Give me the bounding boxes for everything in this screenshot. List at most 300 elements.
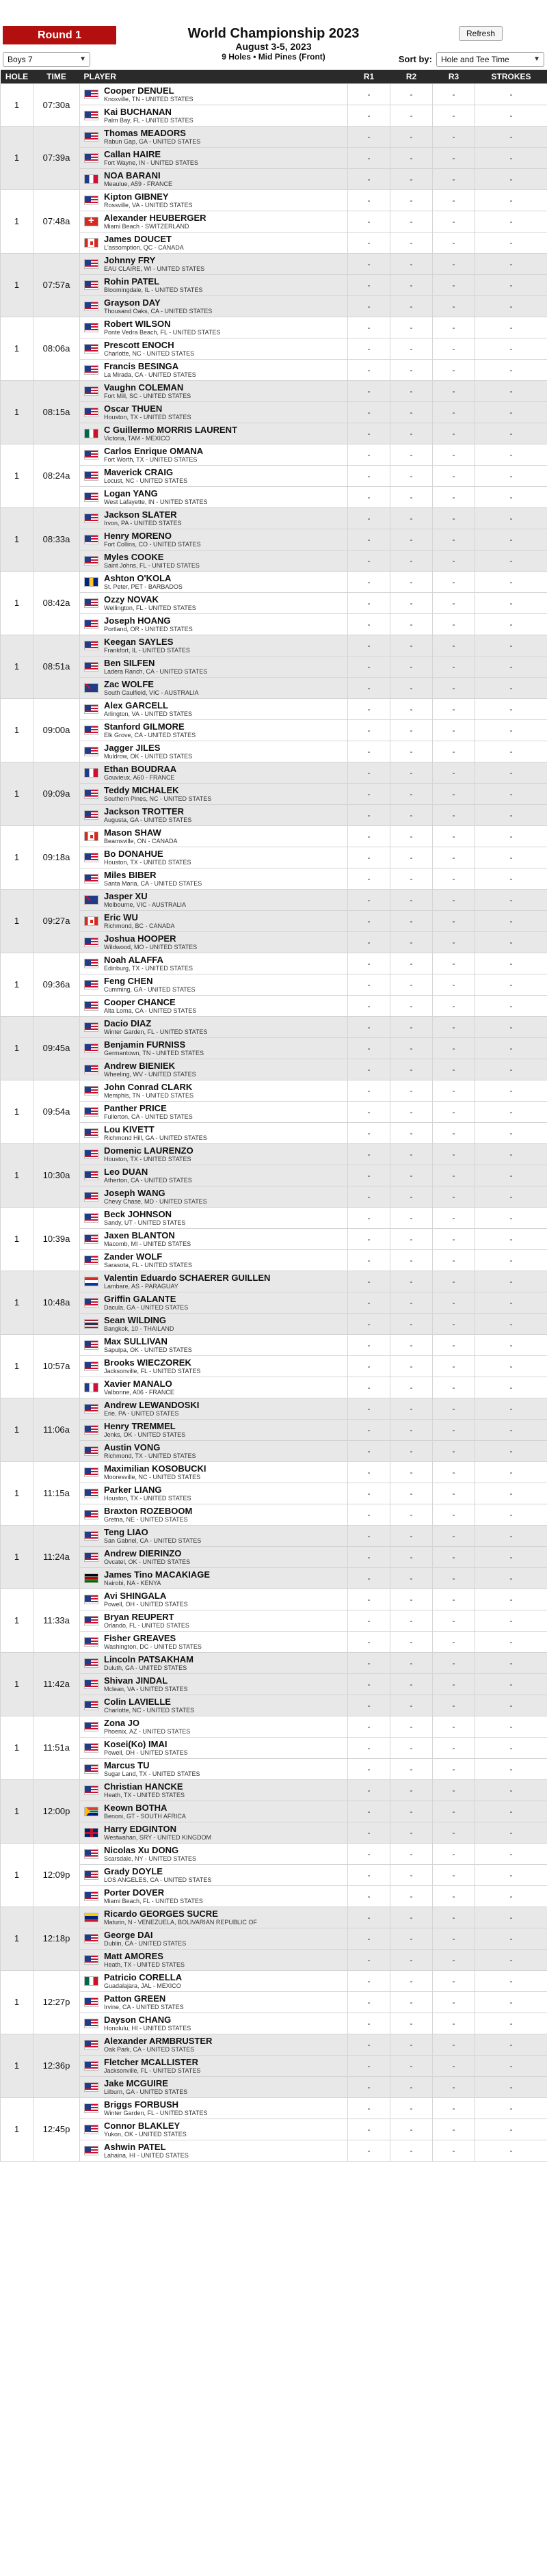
table-row xyxy=(1,1949,547,1970)
player-cell[interactable] xyxy=(80,423,348,444)
player-location: Heath, TX - UNITED STATES xyxy=(104,1961,185,1968)
player-cell[interactable] xyxy=(80,1228,348,1249)
player-name[interactable]: Carlos Enrique OMANA xyxy=(104,445,204,456)
player-cell[interactable] xyxy=(80,1652,348,1673)
player-cell[interactable] xyxy=(80,613,348,635)
column-header-r3[interactable]: R3 xyxy=(433,70,475,83)
player-cell[interactable] xyxy=(80,147,348,168)
player-name[interactable]: Logan YANG xyxy=(104,488,158,499)
player-cell[interactable] xyxy=(80,1334,348,1355)
player-info xyxy=(84,1781,345,1799)
player-cell[interactable] xyxy=(80,741,348,762)
player-name[interactable]: Joseph WANG xyxy=(104,1187,165,1198)
player-name[interactable]: Vaughn COLEMAN xyxy=(104,382,184,393)
player-cell[interactable] xyxy=(80,762,348,783)
player-location: Yukon, OK - UNITED STATES xyxy=(104,2130,187,2138)
player-cell[interactable] xyxy=(80,1313,348,1334)
flag-icon xyxy=(84,895,98,905)
score-r3: - xyxy=(433,741,475,762)
score-r1: - xyxy=(348,974,390,995)
player-cell[interactable] xyxy=(80,529,348,550)
player-text xyxy=(104,573,183,591)
player-cell[interactable] xyxy=(80,1801,348,1822)
player-info xyxy=(84,1018,345,1036)
player-cell[interactable] xyxy=(80,232,348,253)
player-cell[interactable] xyxy=(80,825,348,847)
player-name[interactable]: Eric WU xyxy=(104,912,138,922)
flag-icon xyxy=(84,598,98,608)
player-cell[interactable] xyxy=(80,401,348,423)
player-name[interactable]: Domenic LAURENZO xyxy=(104,1145,194,1156)
player-text xyxy=(104,467,187,485)
player-cell[interactable] xyxy=(80,380,348,401)
player-name[interactable]: Thomas MEADORS xyxy=(104,127,186,138)
player-cell[interactable] xyxy=(80,953,348,974)
player-name[interactable]: Andrew DIERINZO xyxy=(104,1548,182,1558)
score-r1: - xyxy=(348,295,390,317)
player-name[interactable]: Jake MCGUIRE xyxy=(104,2077,168,2088)
player-name[interactable]: Noah ALAFFA xyxy=(104,954,163,965)
player-cell[interactable] xyxy=(80,507,348,529)
player-cell[interactable] xyxy=(80,804,348,825)
player-cell[interactable] xyxy=(80,1165,348,1186)
division-select[interactable] xyxy=(3,52,90,67)
player-info xyxy=(84,1654,345,1672)
player-name[interactable]: Alexander ARMBRUSTER xyxy=(104,2035,213,2046)
flag-icon xyxy=(84,959,98,968)
score-r1: - xyxy=(348,550,390,571)
player-name[interactable]: Leo DUAN xyxy=(104,1166,148,1177)
score-r3: - xyxy=(433,762,475,783)
player-cell[interactable] xyxy=(80,571,348,592)
player-name[interactable]: Jackson SLATER xyxy=(104,509,177,520)
player-name[interactable]: Griffin GALANTE xyxy=(104,1293,176,1304)
player-name[interactable]: Cooper DENUEL xyxy=(104,85,174,96)
player-name[interactable]: Keegan SAYLES xyxy=(104,636,174,647)
flag-icon xyxy=(84,386,98,396)
player-name[interactable]: Colin LAVIELLE xyxy=(104,1696,171,1707)
player-name[interactable]: Jagger JILES xyxy=(104,742,161,753)
player-cell[interactable] xyxy=(80,1186,348,1207)
player-name[interactable]: Henry TREMMEL xyxy=(104,1420,176,1431)
score-r2: - xyxy=(390,2140,433,2161)
player-name[interactable]: Rohin PATEL xyxy=(104,276,160,287)
player-location: Gretna, NE - UNITED STATES xyxy=(104,1515,188,1523)
table-row xyxy=(1,2055,547,2076)
score-r2: - xyxy=(390,1546,433,1567)
score-strokes: - xyxy=(475,2055,547,2076)
player-text xyxy=(104,870,202,888)
flag-icon xyxy=(84,514,98,523)
score-strokes: - xyxy=(475,168,547,189)
score-r3: - xyxy=(433,189,475,211)
player-name[interactable]: Harry EDGINTON xyxy=(104,1823,176,1834)
player-name[interactable]: Zander WOLF xyxy=(104,1251,163,1262)
player-cell[interactable] xyxy=(80,677,348,698)
player-name[interactable]: C Guillermo MORRIS LAURENT xyxy=(104,424,238,435)
division-select-value: Boys 7 xyxy=(8,55,33,64)
score-r3: - xyxy=(433,1843,475,1864)
player-name[interactable]: Alex GARCELL xyxy=(104,700,168,711)
player-name[interactable]: Austin VONG xyxy=(104,1442,161,1452)
player-name[interactable]: Briggs FORBUSH xyxy=(104,2099,179,2110)
score-r1: - xyxy=(348,1377,390,1398)
player-cell[interactable] xyxy=(80,847,348,868)
player-name[interactable]: Lincoln PATSAKHAM xyxy=(104,1654,194,1664)
player-cell[interactable] xyxy=(80,1610,348,1631)
player-location: Sarasota, FL - UNITED STATES xyxy=(104,1261,192,1269)
player-name[interactable]: Feng CHEN xyxy=(104,975,153,986)
player-cell[interactable] xyxy=(80,486,348,507)
player-name[interactable]: Valentin Eduardo SCHAERER GUILLEN xyxy=(104,1272,271,1283)
player-name[interactable]: Kipton GIBNEY xyxy=(104,191,169,202)
score-r2: - xyxy=(390,253,433,274)
score-r3: - xyxy=(433,1716,475,1737)
flag-icon xyxy=(84,1955,98,1965)
flag-icon xyxy=(84,1870,98,1880)
player-cell[interactable] xyxy=(80,444,348,465)
player-name[interactable]: Maximilian KOSOBUCKI xyxy=(104,1463,206,1474)
player-name[interactable]: Henry MORENO xyxy=(104,530,172,541)
player-text xyxy=(104,85,194,103)
column-header-r1[interactable]: R1 xyxy=(348,70,390,83)
player-name[interactable]: Ben SILFEN xyxy=(104,657,155,668)
table-row xyxy=(1,1016,547,1037)
player-cell[interactable] xyxy=(80,1504,348,1525)
player-name[interactable]: Maverick CRAIG xyxy=(104,466,174,477)
player-cell[interactable] xyxy=(80,1567,348,1589)
player-cell[interactable] xyxy=(80,1101,348,1122)
player-name[interactable]: Grayson DAY xyxy=(104,297,161,308)
table-row xyxy=(1,1504,547,1525)
sort-select[interactable] xyxy=(436,52,544,67)
player-cell[interactable] xyxy=(80,2013,348,2034)
player-location: Duluth, GA - UNITED STATES xyxy=(104,1664,187,1671)
player-name[interactable]: Dacio DIAZ xyxy=(104,1018,152,1028)
player-cell[interactable] xyxy=(80,1885,348,1907)
player-cell[interactable] xyxy=(80,1546,348,1567)
player-name[interactable]: Patricio CORELLA xyxy=(104,1971,183,1982)
player-cell[interactable] xyxy=(80,253,348,274)
player-name[interactable]: Johnny FRY xyxy=(104,254,156,265)
player-cell[interactable] xyxy=(80,1737,348,1758)
player-text xyxy=(104,1739,188,1757)
table-row xyxy=(1,486,547,507)
player-cell[interactable] xyxy=(80,1716,348,1737)
player-info xyxy=(84,1845,345,1863)
table-row xyxy=(1,1567,547,1589)
player-cell[interactable] xyxy=(80,592,348,613)
player-cell[interactable] xyxy=(80,1419,348,1440)
player-cell[interactable] xyxy=(80,317,348,338)
player-name[interactable]: Zona JO xyxy=(104,1717,140,1728)
player-cell[interactable] xyxy=(80,359,348,380)
player-cell[interactable] xyxy=(80,1695,348,1716)
player-cell[interactable] xyxy=(80,1843,348,1864)
score-strokes: - xyxy=(475,423,547,444)
player-text xyxy=(104,912,175,930)
player-name[interactable]: Connor BLAKLEY xyxy=(104,2120,181,2131)
player-cell[interactable] xyxy=(80,1059,348,1080)
player-name[interactable]: Ethan BOUDRAA xyxy=(104,763,177,774)
player-name[interactable]: Callan HAIRE xyxy=(104,148,161,159)
player-text xyxy=(104,319,220,336)
player-cell[interactable] xyxy=(80,2140,348,2161)
player-cell[interactable] xyxy=(80,1037,348,1059)
player-info xyxy=(84,509,345,527)
player-name[interactable]: Porter DOVER xyxy=(104,1887,165,1898)
player-name[interactable]: Joshua HOOPER xyxy=(104,933,176,944)
player-location: Valbonne, A06 - FRANCE xyxy=(104,1388,174,1396)
player-name[interactable]: Grady DOYLE xyxy=(104,1865,163,1876)
player-name[interactable]: Max SULLIVAN xyxy=(104,1336,168,1346)
player-name[interactable]: Mason SHAW xyxy=(104,827,161,838)
player-name[interactable]: Andrew BIENIEK xyxy=(104,1060,176,1071)
player-name[interactable]: James DOUCET xyxy=(104,233,172,244)
player-name[interactable]: Marcus TU xyxy=(104,1760,150,1770)
player-name[interactable]: Benjamin FURNISS xyxy=(104,1039,186,1050)
player-cell[interactable] xyxy=(80,1355,348,1377)
player-cell[interactable] xyxy=(80,1589,348,1610)
player-name[interactable]: Ozzy NOVAK xyxy=(104,594,159,605)
player-cell[interactable] xyxy=(80,1377,348,1398)
player-name[interactable]: Brooks WIECZOREK xyxy=(104,1357,191,1368)
hole-cell: 1 xyxy=(1,2097,34,2161)
column-header-r2[interactable]: R2 xyxy=(390,70,433,83)
player-name[interactable]: Nicolas Xu DONG xyxy=(104,1844,179,1855)
player-name[interactable]: Zac WOLFE xyxy=(104,678,154,689)
player-cell[interactable] xyxy=(80,1673,348,1695)
round-badge[interactable]: Round 1 xyxy=(3,26,116,44)
score-strokes: - xyxy=(475,2119,547,2140)
player-name[interactable]: Miles BIBER xyxy=(104,869,157,880)
player-name[interactable]: Kai BUCHANAN xyxy=(104,106,172,117)
player-name[interactable]: Robert WILSON xyxy=(104,318,171,329)
column-header-strokes[interactable]: STROKES xyxy=(475,70,547,83)
player-cell[interactable] xyxy=(80,1822,348,1843)
chevron-down-icon: ▼ xyxy=(79,55,86,63)
player-cell[interactable] xyxy=(80,868,348,889)
player-name[interactable]: Bryan REUPERT xyxy=(104,1611,174,1622)
player-text xyxy=(104,1018,207,1036)
table-row xyxy=(1,1885,547,1907)
score-strokes: - xyxy=(475,1016,547,1037)
player-cell[interactable] xyxy=(80,1758,348,1779)
player-cell[interactable] xyxy=(80,1525,348,1546)
score-r3: - xyxy=(433,507,475,529)
player-cell[interactable] xyxy=(80,1016,348,1037)
player-cell[interactable] xyxy=(80,2034,348,2055)
flag-icon xyxy=(84,429,98,438)
score-strokes: - xyxy=(475,698,547,719)
player-cell[interactable] xyxy=(80,1292,348,1313)
score-r3: - xyxy=(433,2097,475,2119)
player-name[interactable]: Lou KIVETT xyxy=(104,1124,155,1134)
player-name[interactable]: Jasper XU xyxy=(104,890,148,901)
score-r1: - xyxy=(348,1461,390,1483)
player-name[interactable]: George DAI xyxy=(104,1929,153,1940)
player-name[interactable]: Keown BOTHA xyxy=(104,1802,168,1813)
player-name[interactable]: Braxton ROZEBOOM xyxy=(104,1505,193,1516)
player-name[interactable]: Beck JOHNSON xyxy=(104,1208,172,1219)
player-location: Richmond Hill, GA - UNITED STATES xyxy=(104,1134,207,1141)
player-cell[interactable] xyxy=(80,2076,348,2097)
player-cell[interactable] xyxy=(80,338,348,359)
player-cell[interactable] xyxy=(80,1143,348,1165)
table-row xyxy=(1,995,547,1016)
player-cell[interactable] xyxy=(80,719,348,741)
column-header-hole[interactable]: HOLE xyxy=(1,70,34,83)
player-cell[interactable] xyxy=(80,126,348,147)
player-cell[interactable] xyxy=(80,168,348,189)
player-cell[interactable] xyxy=(80,1779,348,1801)
score-r1: - xyxy=(348,1673,390,1695)
player-name[interactable]: Kosei(Ko) IMAI xyxy=(104,1738,168,1749)
refresh-button[interactable]: Refresh xyxy=(459,26,503,41)
player-info xyxy=(84,1909,345,1926)
player-name[interactable]: Fletcher MCALLISTER xyxy=(104,2056,198,2067)
player-name[interactable]: Dayson CHANG xyxy=(104,2014,172,2025)
player-cell[interactable] xyxy=(80,698,348,719)
player-cell[interactable] xyxy=(80,1440,348,1461)
player-cell[interactable] xyxy=(80,995,348,1016)
player-cell[interactable] xyxy=(80,2097,348,2119)
player-cell[interactable] xyxy=(80,931,348,953)
player-cell[interactable] xyxy=(80,1949,348,1970)
player-cell[interactable] xyxy=(80,1991,348,2013)
player-name[interactable]: Patton GREEN xyxy=(104,1993,166,2004)
player-cell[interactable] xyxy=(80,2119,348,2140)
score-r1: - xyxy=(348,401,390,423)
player-cell[interactable] xyxy=(80,783,348,804)
score-r1: - xyxy=(348,1292,390,1313)
player-cell[interactable] xyxy=(80,2055,348,2076)
player-cell[interactable] xyxy=(80,1483,348,1504)
flag-icon xyxy=(84,980,98,990)
player-cell[interactable] xyxy=(80,1122,348,1143)
player-name[interactable]: Sean WILDING xyxy=(104,1314,167,1325)
score-r1: - xyxy=(348,126,390,147)
player-name[interactable]: Shivan JINDAL xyxy=(104,1675,168,1686)
player-location: Dacula, GA - UNITED STATES xyxy=(104,1303,189,1311)
player-name[interactable]: Bo DONAHUE xyxy=(104,848,163,859)
player-name[interactable]: Myles COOKE xyxy=(104,551,164,562)
player-cell[interactable] xyxy=(80,1271,348,1292)
player-name[interactable]: Cooper CHANCE xyxy=(104,996,176,1007)
score-r2: - xyxy=(390,804,433,825)
player-name[interactable]: Stanford GILMORE xyxy=(104,721,185,732)
player-cell[interactable] xyxy=(80,1080,348,1101)
player-name[interactable]: Avi SHINGALA xyxy=(104,1590,167,1601)
player-name[interactable]: Fisher GREAVES xyxy=(104,1632,176,1643)
player-name[interactable]: Joseph HOANG xyxy=(104,615,171,626)
player-name[interactable]: Prescott ENOCH xyxy=(104,339,174,350)
column-header-time[interactable]: TIME xyxy=(34,70,80,83)
player-location: Chevy Chase, MD - UNITED STATES xyxy=(104,1197,207,1205)
score-r2: - xyxy=(390,2013,433,2034)
player-cell[interactable] xyxy=(80,910,348,931)
player-cell[interactable] xyxy=(80,295,348,317)
table-row xyxy=(1,804,547,825)
player-cell[interactable] xyxy=(80,1928,348,1949)
player-cell[interactable] xyxy=(80,274,348,295)
score-r2: - xyxy=(390,1885,433,1907)
score-r2: - xyxy=(390,401,433,423)
player-name[interactable]: Francis BESINGA xyxy=(104,360,179,371)
player-cell[interactable] xyxy=(80,1207,348,1228)
player-name[interactable]: John Conrad CLARK xyxy=(104,1081,193,1092)
player-name[interactable]: James Tino MACAKIAGE xyxy=(104,1569,211,1580)
player-location: Ladera Ranch, CA - UNITED STATES xyxy=(104,667,208,675)
flag-icon xyxy=(84,1701,98,1710)
player-cell[interactable] xyxy=(80,974,348,995)
flag-icon xyxy=(84,874,98,884)
player-name[interactable]: Xavier MANALO xyxy=(104,1378,172,1389)
player-cell[interactable] xyxy=(80,550,348,571)
player-cell[interactable] xyxy=(80,889,348,910)
player-info xyxy=(84,1697,345,1714)
score-r1: - xyxy=(348,1207,390,1228)
player-name[interactable]: Matt AMORES xyxy=(104,1950,163,1961)
player-cell[interactable] xyxy=(80,105,348,126)
player-cell[interactable] xyxy=(80,656,348,677)
score-r1: - xyxy=(348,2055,390,2076)
player-cell[interactable] xyxy=(80,1398,348,1419)
player-text xyxy=(104,2121,187,2138)
player-info xyxy=(84,107,345,124)
score-r2: - xyxy=(390,783,433,804)
player-name[interactable]: Christian HANCKE xyxy=(104,1781,183,1792)
hole-cell: 1 xyxy=(1,126,34,189)
score-strokes: - xyxy=(475,189,547,211)
player-name[interactable]: Oscar THUEN xyxy=(104,403,163,414)
player-name[interactable]: Teng LIAO xyxy=(104,1526,148,1537)
tee-time-cell: 10:39a xyxy=(34,1207,80,1271)
player-location: EAU CLAIRE, WI - UNITED STATES xyxy=(104,265,205,272)
player-name[interactable]: Teddy MICHALEK xyxy=(104,784,179,795)
player-name[interactable]: Jackson TROTTER xyxy=(104,806,185,816)
player-name[interactable]: Ricardo GEORGES SUCRE xyxy=(104,1908,218,1919)
table-row xyxy=(1,1907,547,1928)
player-name[interactable]: Alexander HEUBERGER xyxy=(104,212,206,223)
hole-cell: 1 xyxy=(1,1843,34,1907)
player-cell[interactable] xyxy=(80,1631,348,1652)
player-cell[interactable] xyxy=(80,1907,348,1928)
player-cell[interactable] xyxy=(80,83,348,105)
player-cell[interactable] xyxy=(80,1864,348,1885)
player-cell[interactable] xyxy=(80,1970,348,1991)
player-cell[interactable] xyxy=(80,189,348,211)
player-name[interactable]: NOA BARANI xyxy=(104,170,161,181)
player-cell[interactable] xyxy=(80,1249,348,1271)
player-cell[interactable] xyxy=(80,635,348,656)
flag-icon xyxy=(84,153,98,163)
score-strokes: - xyxy=(475,677,547,698)
table-row xyxy=(1,1970,547,1991)
player-location: St. Peter, PET - BARBADOS xyxy=(104,583,183,590)
player-cell[interactable] xyxy=(80,465,348,486)
player-location: Rossville, VA - UNITED STATES xyxy=(104,201,193,209)
player-name[interactable]: Jaxen BLANTON xyxy=(104,1230,175,1240)
player-cell[interactable] xyxy=(80,211,348,232)
player-name[interactable]: Ashton O'KOLA xyxy=(104,572,172,583)
player-name[interactable]: Panther PRICE xyxy=(104,1102,167,1113)
player-cell[interactable] xyxy=(80,1461,348,1483)
column-header-player[interactable]: PLAYER xyxy=(80,70,348,83)
player-name[interactable]: Parker LIANG xyxy=(104,1484,162,1495)
player-name[interactable]: Ashwin PATEL xyxy=(104,2141,166,2152)
player-name[interactable]: Andrew LEWANDOSKI xyxy=(104,1399,200,1410)
